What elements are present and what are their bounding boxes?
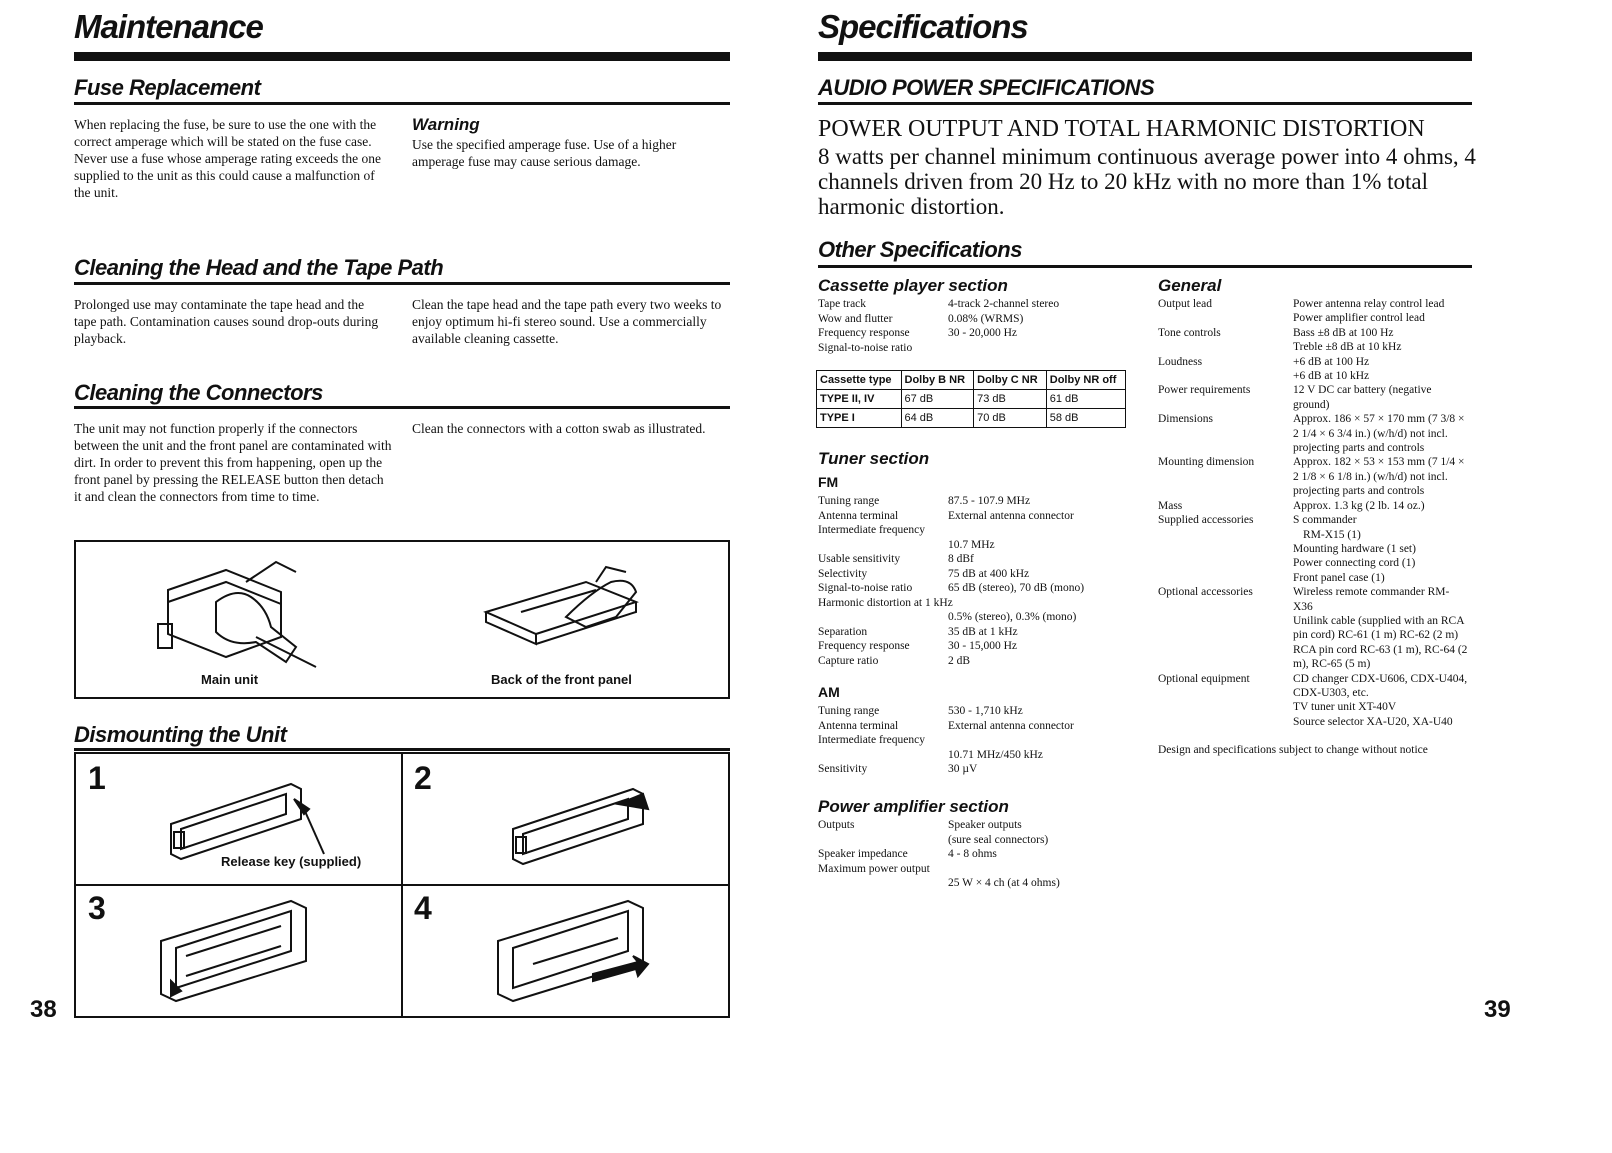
spec-value: 8 dBf [948,553,974,565]
cleaning-connectors-text-left: The unit may not function properly if the connectors between the unit and the front panel are contaminated with dirt. In order to prevent this from happening, open up the front panel by pressing the RELEASE button then detach it and clean the connectors from time to time. [74,421,392,504]
spec-key [1158,311,1293,325]
title-rule [74,52,730,61]
fm-label: FM [818,474,839,490]
back-panel-label: Back of the front panel [491,672,632,687]
spec-row [1158,383,1468,412]
spec-value: 30 - 15,000 Hz [948,640,1017,652]
spec-value: 75 dB at 400 kHz [948,567,1030,580]
spec-row [818,719,1138,734]
spec-row [1158,571,1468,585]
warning-text: Use the specified amperage fuse. Use of a higher amperage fuse may cause serious damage. [412,137,677,169]
spec-value: 10.7 MHz [948,538,995,551]
spec-value: Bass ±8 dB at 100 Hz [1293,326,1394,339]
section-rule [74,102,730,105]
table-cell: 61 dB [1046,390,1125,409]
spec-key [1158,340,1293,354]
spec-key [1158,643,1293,672]
spec-key: Output lead [1158,298,1212,310]
spec-row [1158,297,1468,311]
spec-value: S commander [1293,514,1357,527]
spec-row [1158,340,1468,354]
fuse-heading: Fuse Replacement [74,75,261,100]
spec-value: 65 dB (stereo), 70 dB (mono) [948,582,1085,594]
spec-key: Tuning range [818,705,880,717]
table-cell: 64 dB [901,409,974,428]
cleaning-head-text-left: Prolonged use may contaminate the tape head and the tape path. Contamination causes sound drop-outs during playback. [74,297,379,346]
spec-row [1158,499,1468,513]
spec-key: Loudness [1158,355,1203,368]
spec-value: 30 - 20,000 Hz [948,327,1017,339]
general-heading: General [1158,276,1222,295]
fm-list [818,494,1138,668]
spec-value: Mounting hardware (1 set) [1293,542,1416,555]
dismounting-figure [74,752,730,1018]
spec-key: Optional accessories [1158,586,1253,599]
spec-row [818,847,1138,862]
spec-value: 4-track 2-channel stereo [948,298,1060,310]
table-header-cell: Dolby C NR [974,371,1047,390]
spec-row [818,862,1138,877]
spec-value: Approx. 182 × 53 × 153 mm (7 1/4 × 2 1/8 × 6 1/8 in.) (w/h/d) not incl. projecting parts and controls [1293,456,1465,498]
spec-key [1158,556,1293,570]
spec-row [1158,556,1468,570]
spec-key [818,538,948,553]
section-rule [74,406,730,409]
spec-key: Intermediate frequency [818,524,925,536]
spec-row [818,818,1138,833]
table-cell: TYPE II, IV [817,390,902,409]
cleaning-head-text-right: Clean the tape head and the tape path every two weeks to enjoy optimum hi-fi stereo sound. Use a commercially available cleaning cassette. [412,297,722,346]
spec-row [1158,614,1468,643]
general-footnote: Design and specifications subject to change without notice [1158,744,1428,757]
spec-row [1158,672,1468,701]
spec-key [1158,614,1293,643]
spec-value: External antenna connector [948,509,1074,522]
section-rule [818,102,1472,105]
audio-power-subheading: POWER OUTPUT AND TOTAL HARMONIC DISTORTION [818,116,1425,142]
table-header-cell: Dolby B NR [901,371,974,390]
spec-value: Wireless remote commander RM-X36 [1293,586,1450,613]
spec-row [1158,700,1468,714]
spec-row [818,610,1138,625]
spec-key: Antenna terminal [818,719,899,732]
spec-value: RM-X15 (1) [1303,528,1361,541]
spec-value: Front panel case (1) [1293,571,1385,584]
spec-value: 10.71 MHz/450 kHz [948,748,1043,761]
spec-key: Mounting dimension [1158,456,1255,469]
spec-row [1158,513,1468,527]
maintenance-title: Maintenance [74,8,263,45]
spec-key [1158,528,1293,542]
spec-value: 4 - 8 ohms [948,848,997,860]
dolby-table [816,370,1126,428]
spec-value: Unilink cable (supplied with an RCA pin cord) RC-61 (1 m) RC-62 (2 m) [1293,614,1464,642]
spec-key: Supplied accessories [1158,514,1254,527]
spec-row [1158,528,1468,542]
spec-value: +6 dB at 10 kHz [1293,370,1370,383]
spec-value: 30 µV [948,763,978,775]
spec-row [818,876,1138,891]
spec-value: Power antenna relay control lead [1293,298,1445,310]
spec-key: Usable sensitivity [818,553,901,565]
spec-row [1158,643,1468,672]
spec-key: Tuning range [818,495,880,507]
table-cell: 73 dB [974,390,1047,409]
section-rule [818,265,1472,268]
spec-value: Approx. 1.3 kg (2 lb. 14 oz.) [1293,499,1425,512]
spec-key: Antenna terminal [818,509,899,522]
spec-row [818,326,1128,341]
spec-value: Power connecting cord (1) [1293,557,1416,570]
spec-row [818,639,1138,654]
main-unit-label: Main unit [201,672,259,687]
spec-key: Frequency response [818,327,910,339]
spec-row [1158,311,1468,325]
cassette-list [818,297,1128,355]
specifications-title: Specifications [818,8,1028,45]
spec-key: Speaker impedance [818,848,908,860]
spec-key [818,748,948,763]
fuse-text: When replacing the fuse, be sure to use the one with the correct amperage which will be stated on the fuse case. Never use a fuse whose amperage rating exceeds the one supplied to the unit as this could cause a malfunction of the unit. [74,117,381,200]
step-4-number: 4 [414,890,432,926]
spec-value: CD changer CDX-U606, CDX-U404, CDX-U303, etc. [1293,672,1468,699]
table-header-cell: Dolby NR off [1046,371,1125,390]
am-label: AM [818,684,840,700]
spec-row [1158,715,1468,729]
spec-row [818,733,1138,748]
spec-value: Power amplifier control lead [1293,312,1425,325]
spec-row [1158,369,1468,383]
spec-key: Maximum power output [818,862,930,875]
spec-key: Mass [1158,499,1183,512]
spec-row [818,762,1138,777]
table-cell: 70 dB [974,409,1047,428]
cleaning-head-heading: Cleaning the Head and the Tape Path [74,255,444,280]
spec-row [1158,326,1468,340]
spec-value: 25 W × 4 ch (at 4 ohms) [948,877,1060,889]
table-cell: 58 dB [1046,409,1125,428]
spec-row [1158,542,1468,556]
spec-key: Capture ratio [818,654,879,667]
spec-row [818,833,1138,848]
step-3-illustration [76,886,401,1016]
spec-key [1158,571,1293,585]
audio-power-text: 8 watts per channel minimum continuous average power into 4 ohms, 4 channels driven from 20 Hz to 20 kHz with no more than 1% total harmonic distortion. [818,144,1476,219]
spec-key: Tape track [818,298,867,310]
spec-value: Speaker outputs [948,819,1022,831]
spec-row [1158,355,1468,369]
spec-value: (sure seal connectors) [948,833,1049,846]
spec-key: Wow and flutter [818,312,893,325]
spec-row [818,538,1138,553]
general-list [1158,297,1468,758]
spec-key: Intermediate frequency [818,734,925,746]
spec-row [1158,412,1468,455]
spec-key: Harmonic distortion at 1 kHz [818,596,953,609]
spec-row [818,581,1138,596]
spec-value: RCA pin cord RC-63 (1 m), RC-64 (2 m), RC-65 (5 m) [1293,643,1468,671]
spec-row [818,596,1138,611]
spec-row [818,654,1138,669]
spec-value: 530 - 1,710 kHz [948,705,1023,717]
spec-value: Source selector XA-U20, XA-U40 [1293,715,1453,728]
spec-key: Separation [818,625,868,638]
step-3-number: 3 [88,890,106,926]
spec-value: 87.5 - 107.9 MHz [948,495,1031,507]
spec-value: 12 V DC car battery (negative ground) [1293,384,1432,411]
spec-row [818,748,1138,763]
spec-key: Outputs [818,819,855,831]
spec-key: Signal-to-noise ratio [818,582,913,594]
power-amp-list [818,818,1138,891]
step-2-illustration [403,754,728,884]
spec-key [1158,542,1293,556]
section-rule [74,282,730,285]
spec-value: External antenna connector [948,719,1074,732]
spec-row [818,567,1138,582]
spec-value: 2 dB [948,654,971,667]
spec-row [818,704,1138,719]
spec-key: Tone controls [1158,326,1221,339]
spec-key [818,833,948,848]
spec-key [1158,715,1293,729]
dismounting-heading: Dismounting the Unit [74,722,287,747]
page-number-left: 38 [30,996,57,1023]
spec-row [818,494,1138,509]
other-specs-heading: Other Specifications [818,237,1022,262]
table-row [817,390,1126,409]
spec-key: Optional equipment [1158,672,1250,685]
page-number-right: 39 [1484,996,1511,1023]
connector-figure [74,540,730,699]
spec-key [818,610,948,625]
spec-key [818,876,948,891]
step-4-illustration [403,886,728,1016]
spec-row [818,341,1128,356]
spec-row [818,552,1138,567]
table-row [817,409,1126,428]
table-header-row [817,371,1126,390]
section-rule [74,748,730,751]
spec-key [1158,369,1293,383]
spec-key: Signal-to-noise ratio [818,341,913,354]
spec-key [1158,700,1293,714]
table-cell: TYPE I [817,409,902,428]
cassette-heading: Cassette player section [818,276,1008,295]
cleaning-connectors-text-right: Clean the connectors with a cotton swab as illustrated. [412,421,706,436]
power-amp-heading: Power amplifier section [818,797,1009,816]
spec-key: Sensitivity [818,763,868,775]
spec-value: Treble ±8 dB at 10 kHz [1293,341,1402,354]
spec-value: 0.5% (stereo), 0.3% (mono) [948,611,1077,623]
spec-value: TV tuner unit XT-40V [1293,701,1397,714]
spec-key: Dimensions [1158,413,1213,426]
tuner-heading: Tuner section [818,449,930,468]
spec-value: Approx. 186 × 57 × 170 mm (7 3/8 × 2 1/4 × 6 3/4 in.) (w/h/d) not incl. projecting parts and controls [1293,413,1465,455]
cleaning-connectors-heading: Cleaning the Connectors [74,380,323,405]
spec-value: 35 dB at 1 kHz [948,625,1018,638]
step-2-number: 2 [414,760,432,796]
spec-key: Frequency response [818,640,910,652]
spec-row [1158,585,1468,614]
title-rule [818,52,1472,61]
spec-row [1158,455,1468,498]
spec-value: +6 dB at 100 Hz [1293,355,1370,368]
spec-row [818,297,1128,312]
table-cell: 67 dB [901,390,974,409]
spec-key: Power requirements [1158,384,1251,397]
spec-key: Selectivity [818,567,868,580]
am-list [818,704,1138,777]
step-1-number: 1 [88,760,106,796]
table-header-cell: Cassette type [817,371,902,390]
warning-title: Warning [412,115,480,134]
release-key-label: Release key (supplied) [221,854,362,869]
spec-value: 0.08% (WRMS) [948,312,1024,325]
spec-row [818,312,1128,327]
audio-power-heading: AUDIO POWER SPECIFICATIONS [818,75,1155,100]
spec-row [818,625,1138,640]
spec-row [818,523,1138,538]
spec-row [818,509,1138,524]
